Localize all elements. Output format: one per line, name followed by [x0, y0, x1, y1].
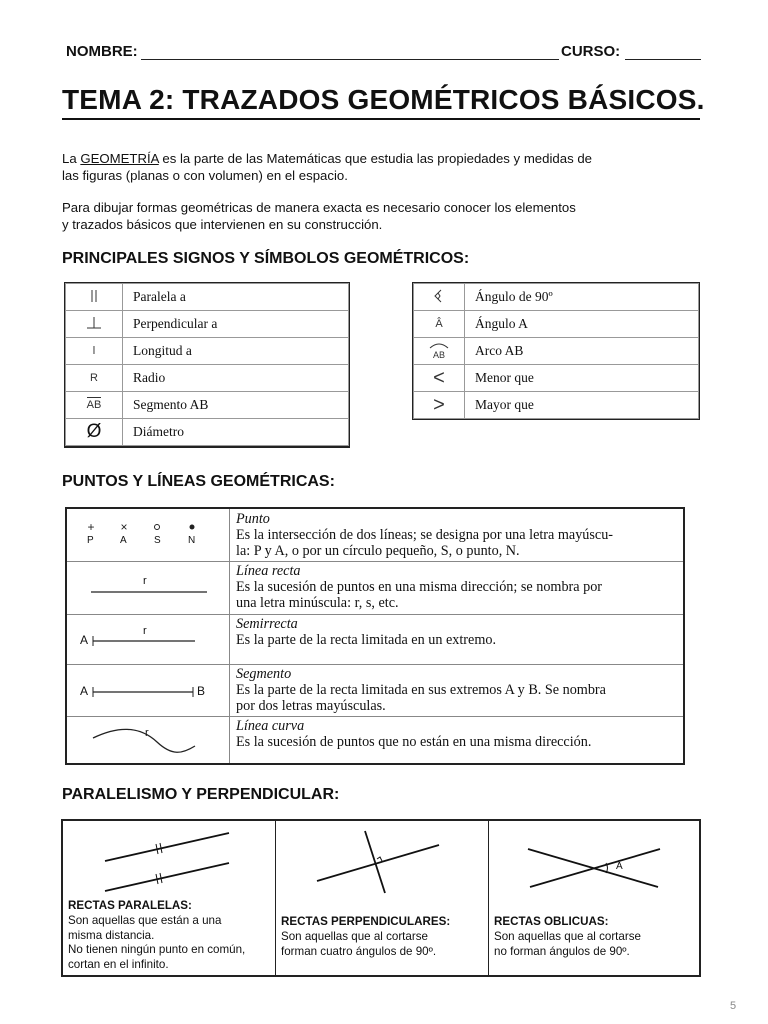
symbol-label: Diámetro — [123, 419, 349, 446]
table-row — [67, 716, 683, 763]
segment-illustration — [67, 664, 230, 716]
symbol-label: Mayor que — [465, 392, 699, 419]
ray-label-r: r — [143, 625, 147, 637]
points-illustration — [67, 509, 230, 561]
symbol-row — [414, 338, 699, 365]
page-number: 5 — [730, 1000, 737, 1012]
name-label: NOMBRE: — [66, 43, 138, 60]
symbol-label: Longitud a — [123, 338, 349, 365]
symbol-label: Ángulo de 90º — [465, 284, 699, 311]
name-field-line[interactable] — [141, 59, 559, 60]
course-field-line[interactable] — [625, 59, 701, 60]
perpendicular-lines-cell — [275, 821, 489, 975]
symbol-row — [414, 365, 699, 392]
line-illustration — [67, 561, 230, 614]
title-underline — [62, 118, 700, 120]
row-description: Segmento Es la parte de la recta limitada en sus extremos A y B. Se nombra por dos letras mayúsculas. — [236, 666, 606, 714]
right-angle-icon — [414, 284, 465, 311]
segment-label-b: B — [197, 684, 206, 698]
svg-text:×: × — [120, 520, 128, 534]
symbol-label: Menor que — [465, 365, 699, 392]
oblique-description: RECTAS OBLICUAS: Son aquellas que al cortarse no forman ángulos de 90º. — [494, 915, 641, 958]
table-row — [67, 614, 683, 665]
intro-paragraph-2: Para dibujar formas geométricas de manera exacta es necesario conocer los elementos y trazados básicos que intervienen en su construcción. — [62, 200, 576, 232]
less-than-icon: < — [414, 365, 465, 392]
segment-icon: AB — [66, 392, 123, 419]
perpendicular-icon — [66, 311, 123, 338]
arc-icon: AB — [414, 338, 465, 365]
symbol-label: Radio — [123, 365, 349, 392]
length-icon: l — [66, 338, 123, 365]
section-heading-symbols: PRINCIPALES SIGNOS Y SÍMBOLOS GEOMÉTRICOS: — [62, 250, 470, 267]
segment-label-a: A — [80, 684, 89, 698]
table-row — [67, 561, 683, 615]
symbol-row — [66, 392, 349, 419]
greater-than-icon: > — [414, 392, 465, 419]
angle-icon: Â — [414, 311, 465, 338]
point-label-s: S — [154, 535, 161, 546]
oblique-angle-label: Â — [616, 861, 623, 872]
parallel-description: RECTAS PARALELAS: Son aquellas que están a una misma distancia. No tienen ningún punto en común, cortan en el infinito. — [68, 899, 246, 972]
point-label-n: N — [188, 535, 196, 546]
diameter-icon: Ø — [66, 419, 123, 446]
section-heading-parallel: PARALELISMO Y PERPENDICULAR: — [62, 786, 340, 803]
row-description: Semirrecta Es la parte de la recta limitada en un extremo. — [236, 616, 496, 648]
points-lines-table — [65, 507, 685, 765]
oblique-lines-cell — [488, 821, 699, 975]
section-heading-points-lines: PUNTOS Y LÍNEAS GEOMÉTRICAS: — [62, 473, 335, 490]
row-description: Punto Es la intersección de dos líneas; se designa por una letra mayúscu- la: P y A, o por un círculo pequeño, S, o punto, N. — [236, 511, 614, 559]
symbol-label: Perpendicular a — [123, 311, 349, 338]
parallel-icon — [66, 284, 123, 311]
table-row — [67, 509, 683, 562]
symbol-row — [66, 365, 349, 392]
radius-icon: R — [66, 365, 123, 392]
symbols-table-left — [65, 283, 349, 446]
ray-label-a: A — [80, 633, 89, 647]
symbols-table-right — [413, 283, 699, 419]
parallel-lines-cell — [63, 821, 276, 975]
symbol-row — [66, 311, 349, 338]
point-label-a: A — [120, 535, 127, 546]
ray-illustration — [67, 614, 230, 664]
symbol-row — [66, 338, 349, 365]
parallel-perpendicular-table — [61, 819, 701, 977]
perpendicular-lines-diagram — [275, 821, 488, 916]
row-description: Línea curva Es la sucesión de puntos que no están en una misma dirección. — [236, 718, 592, 750]
symbol-row — [414, 284, 699, 311]
symbol-label: Ángulo A — [465, 311, 699, 338]
symbol-row — [66, 284, 349, 311]
oblique-lines-diagram — [488, 821, 699, 916]
symbol-row — [414, 311, 699, 338]
symbol-label: Arco AB — [465, 338, 699, 365]
curve-illustration — [67, 716, 230, 763]
symbol-label: Paralela a — [123, 284, 349, 311]
table-row — [67, 664, 683, 717]
parallel-lines-diagram — [63, 821, 275, 901]
intro-paragraph-1: La GEOMETRÍA es la parte de las Matemáticas que estudia las propiedades y medidas de las figuras (planas o con volumen) en el espacio. — [62, 151, 592, 183]
course-label: CURSO: — [561, 43, 621, 60]
point-label-p: P — [87, 535, 94, 546]
line-label-r: r — [143, 575, 147, 587]
page-title: TEMA 2: TRAZADOS GEOMÉTRICOS BÁSICOS. — [62, 84, 705, 115]
svg-text:+: + — [87, 520, 95, 534]
symbol-label: Segmento AB — [123, 392, 349, 419]
curve-label-r: r — [145, 727, 149, 739]
symbol-row — [414, 392, 699, 419]
geometry-term: GEOMETRÍA — [80, 151, 159, 166]
perpendicular-description: RECTAS PERPENDICULARES: Son aquellas que al cortarse forman cuatro ángulos de 90º. — [281, 915, 451, 958]
row-description: Línea recta Es la sucesión de puntos en una misma dirección; se nombra por una letra minúscula: r, s, etc. — [236, 563, 603, 611]
symbol-row — [66, 419, 349, 446]
